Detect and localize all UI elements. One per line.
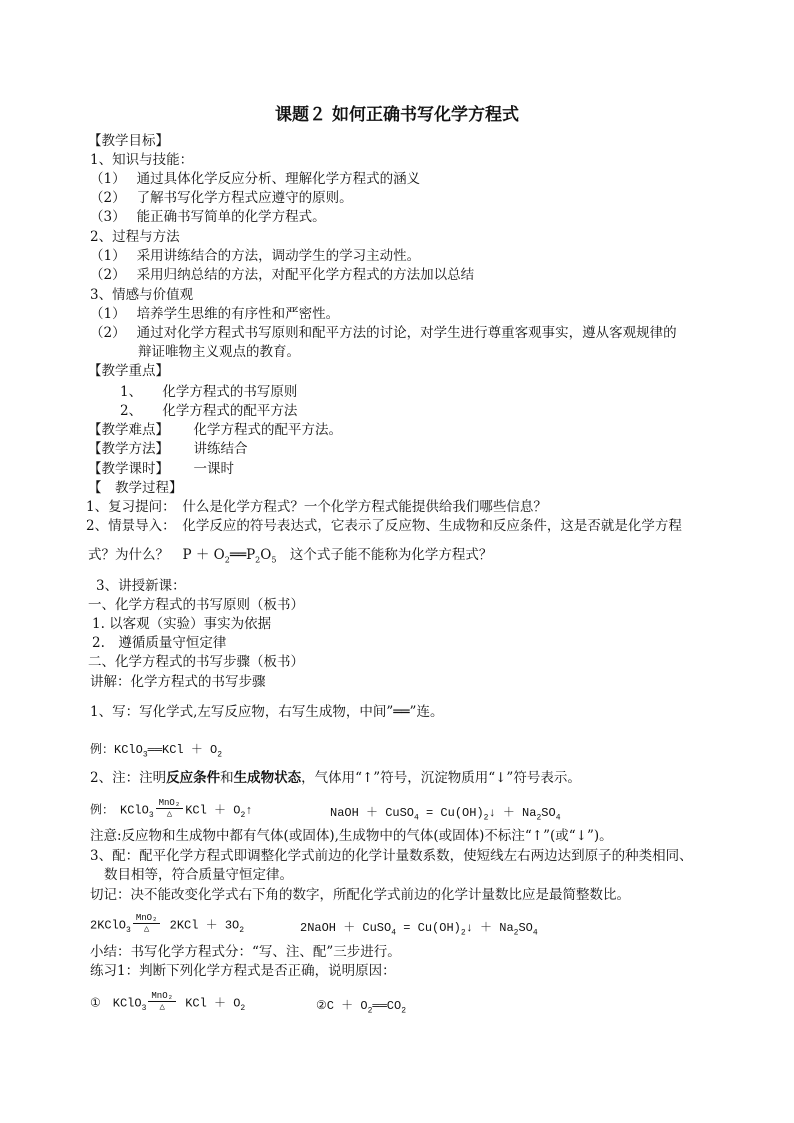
values-item-1: （1） 培养学生思维的有序性和严密性。: [90, 306, 340, 322]
practice-item-1: ① KClO$_3$ MnO₂ △ KCl ＋ $O_2$: [90, 991, 246, 1014]
example-3-right: 2NaOH ＋ CuSO$_4$ = $Cu(OH)_2↓ + Na_2SO_4$: [300, 921, 538, 938]
method-line: 【教学方法】 讲练结合: [88, 441, 248, 457]
write-step: 1、写：写化学式,左写反应物，右写生成物，中间”══”连。: [90, 704, 444, 720]
reaction-condition: MnO₂ △: [156, 798, 184, 819]
section-2-title: 二、化学方程式的书写步骤（板书）: [88, 654, 304, 670]
reaction-condition: MnO₂ △: [133, 913, 161, 934]
knowledge-heading: 1、知识与技能：: [90, 152, 194, 168]
knowledge-item-2: （2） 了解书写化学方程式应遵守的原则。: [90, 190, 353, 206]
process-heading: 2、过程与方法: [90, 229, 180, 245]
goal-header: 【教学目标】: [88, 133, 169, 149]
process-item-2: （2） 采用归纳总结的方法，对配平化学方程式的方法加以总结: [90, 267, 475, 283]
process-header: 【 教学过程】: [88, 480, 183, 496]
explain-line: 讲解：化学方程式的书写步骤: [90, 674, 266, 690]
remember-line: 切记：决不能改变化学式右下角的数字，所配化学式前边的化学计量数比应是最简整数比。: [90, 887, 630, 903]
values-item-2: （2） 通过对化学方程式书写原则和配平方法的讨论，对学生进行尊重客观事实，遵从客观规律的: [90, 325, 677, 341]
scene-line: 2、情景导入： 化学反应的符号表达式，它表示了反应物、生成物和反应条件，这是否就是化学方程: [86, 518, 682, 534]
example-2: 例： KClO$_3$ MnO₂ △ KCl ＋ $O_2↑$: [90, 798, 253, 821]
teach-heading: 3、讲授新课：: [96, 578, 186, 594]
reaction-condition: MnO₂ △: [148, 991, 176, 1012]
principle-1: 1. 以客观（实验）事实为依据: [92, 616, 272, 632]
balance-step-cont: 数目相等，符合质量守恒定律。: [104, 867, 293, 883]
focus-item-2: 2、 化学方程式的配平方法: [120, 403, 298, 419]
process-item-1: （1） 采用讲练结合的方法，调动学生的学习主动性。: [90, 248, 421, 264]
focus-item-1: 1、 化学方程式的书写原则: [120, 384, 298, 400]
balance-step: 3、配：配平化学方程式即调整化学式前边的化学计量数系数，使短线左右两边达到原子的种类相同、: [90, 848, 693, 864]
section-1-title: 一、化学方程式的书写原则（板书）: [88, 597, 304, 613]
practice-line: 练习1：判断下列化学方程式是否正确，说明原因：: [90, 963, 396, 979]
attention-line: 注意:反应物和生成物中都有气体(或固体),生成物中的气体(或固体)不标注“↑”(或“↓”)。: [90, 828, 613, 844]
example-3: 2KClO$_3$ MnO₂ △ $2KCl + 3O_2$: [90, 913, 245, 936]
knowledge-item-3: （3） 能正确书写简单的化学方程式。: [90, 209, 326, 225]
values-heading: 3、情感与价值观: [90, 287, 194, 303]
principle-2: 2. 遵循质量守恒定律: [92, 635, 227, 651]
scene-line-cont: 式？为什么？ $P + O_2══P_2O_5$ 这个式子能不能称为化学方程式？: [88, 547, 493, 565]
knowledge-item-1: （1） 通过具体化学反应分析、理解化学方程式的涵义: [90, 171, 421, 187]
review-line: 1、复习提问： 什么是化学方程式？一个化学方程式能提供给我们哪些信息？: [86, 499, 547, 515]
focus-header: 【教学重点】: [88, 363, 169, 379]
hours-line: 【教学课时】 一课时: [88, 461, 235, 477]
note-step: 2、注：注明反应条件和生成物状态，气体用“↑”符号，沉淀物质用“↓”符号表示。: [90, 770, 581, 786]
difficulty-line: 【教学难点】 化学方程式的配平方法。: [88, 422, 343, 438]
page-title: 课题２ 如何正确书写化学方程式: [275, 105, 519, 125]
example-2-right: NaOH ＋ CuSO$_4$ = $Cu(OH)_2↓ + Na_2SO_4$: [330, 806, 561, 823]
example-1: 例：KClO$_3$══KCl ＋ $O_2$: [90, 743, 223, 760]
values-item-2-cont: 辩证唯物主义观点的教育。: [138, 344, 300, 360]
summary-line: 小结：书写化学方程式分：“写、注、配”三步进行。: [90, 944, 401, 960]
practice-item-2: ②C ＋ $O_2══CO_2$: [316, 999, 407, 1016]
